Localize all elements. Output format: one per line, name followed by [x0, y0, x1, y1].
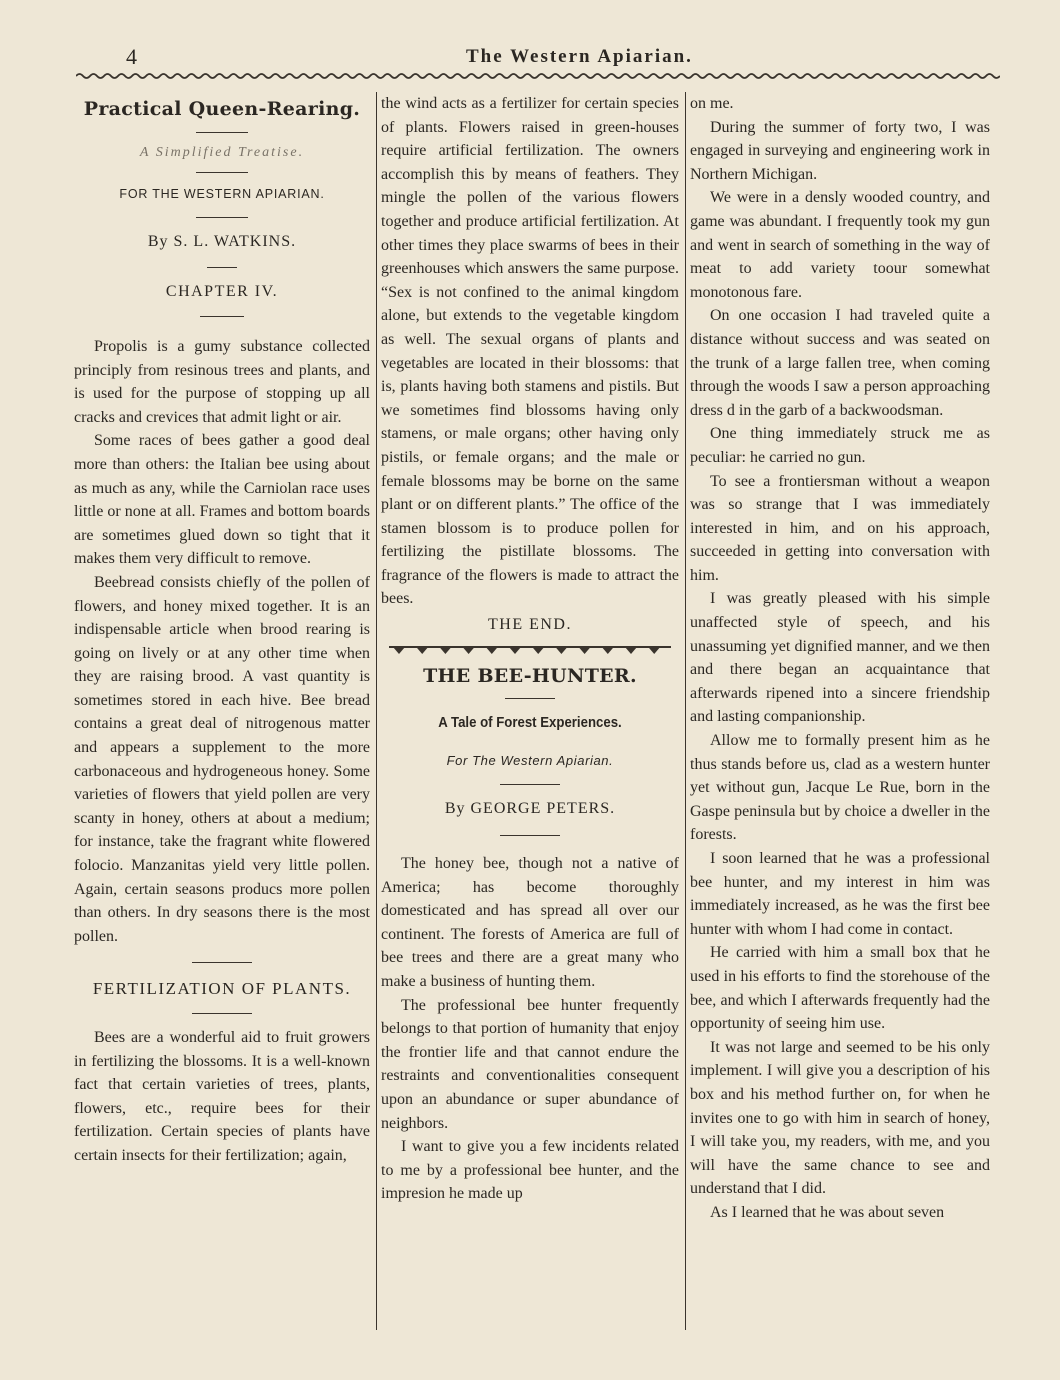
article-subtitle: A Tale of Forest Experiences.	[438, 714, 622, 732]
divider	[207, 267, 237, 268]
chapter-heading: CHAPTER IV.	[165, 283, 279, 301]
divider	[192, 1013, 252, 1014]
article-title-bee-hunter: THE BEE-HUNTER.	[423, 664, 637, 687]
publication-title: The Western Apiarian.	[466, 46, 693, 67]
paragraph-continued: the wind acts as a fertilizer for certain species of plants. Flowers raised in green-houses require artificial fertilization. The owners accomplish this by means of feathers. They mingle the pollen of the various flowers together and produce artificial fertilization. At other times they place swarms of bees in their greenhouses which answers the same purpose. “Sex is not confined to the animal kingdom alone, but extends to the vegetable kingdom as well. The sexual organs of plants and vegetables are located in their blossoms: that is, plants having both stamens and pistils. But we sometimes find blossoms having only stamens, or male organs; other having only pistils, or female organs; and the male or female blossoms may be borne on the same plant or on different plants.” The office of the stamen blossom is to produce pollen for fertilizing the pistillate blossoms. The fragrance of the flowers is made to attract the bees.	[381, 95, 679, 608]
divider	[505, 698, 555, 699]
paragraph: I soon learned that he was a professional bee hunter, and my interest in him was immediately increased, as he was the first bee hunter with whom I had come in contact.	[690, 850, 990, 938]
for-line: For The Western Apiarian.	[446, 752, 614, 768]
column-2	[381, 92, 679, 1206]
paragraph: I want to give you a few incidents related to me by a professional bee hunter, and the impresion he made up	[381, 1138, 679, 1203]
paragraph: The honey bee, though not a native of America; has become thoroughly domesticated and has spread all over our continent. The forests of America are full of bee trees and there are a great many who make a business of hunting them.	[381, 855, 679, 990]
paragraph: I was greatly pleased with his simple unaffected style of speech, and his unassuming yet dignified manner, and we then and there began an acquaintance that afterwards ripened into a sincere friendship and lasting companionship.	[690, 590, 990, 726]
paragraph: During the summer of forty two, I was engaged in surveying and engineering work in Northern Michigan.	[690, 118, 990, 183]
paragraph: Bees are a wonderful aid to fruit growers in fertilizing the blossoms. It is a well-known fact that certain varieties of trees, plants, flowers, etc., require bees for their fertilization. Certain species of plants have certain insects for their fertilization; again,	[74, 1029, 370, 1164]
the-end: THE END.	[488, 616, 572, 634]
article-subtitle: A Simplified Treatise.	[139, 144, 305, 160]
paragraph: He carried with him a small box that he used in his efforts to find the storehouse of the bee, and which I afterwards frequently had the opportunity of seeing him use.	[690, 944, 990, 1033]
paragraph: On one occasion I had traveled quite a distance without success and was seated on the trunk of a large fallen tree, when coming through the woods I saw a person approaching dress d in the garb of a backwoodsman.	[690, 307, 990, 419]
page-number: 4	[126, 44, 137, 69]
paragraph: Propolis is a gumy substance collected principly from resinous trees and plants, and is used for the purpose of stopping up all cracks and crevices that admit light or air.	[74, 337, 370, 426]
divider	[500, 784, 560, 785]
paragraph: To see a frontiersman without a weapon was so strange that I was immediately interested in him, and on his approach, succeeded in getting into conversation with him.	[690, 472, 990, 584]
paragraph-continued: on me.	[690, 95, 734, 112]
column-rule-1	[376, 92, 377, 1330]
header-wavy-rule	[76, 70, 1000, 82]
paragraph: Beebread consists chiefly of the pollen of flowers, and honey mixed together. It is an indispensable article when brood rearing is going on lively or at any other time when they are raising brood. A vast quantity is sometimes stored in each hive. Bee bread contains a great deal of nitrogenous matter and appears a supplement to the more carbonaceous and hydrogeneous honey. Some varieties of flowers that yield pollen are very scanty in honey, others at about a medium; for instance, take the fragrant white flowered folocio. Manzanitas yield very little pollen. Again, certain seasons producs more pollen than others. In dry seasons there is the most pollen.	[74, 573, 370, 945]
section-heading: FERTILIZATION OF PLANTS.	[92, 979, 352, 999]
decorative-triangle-rule	[389, 645, 671, 655]
paragraph: Some races of bees gather a good deal more than others: the Italian bee using about as much as any, while the Carniolan race uses little or none at all. Frames and bottom boards are sometimes glued down so tight that it makes them very difficult to remove.	[74, 432, 370, 568]
paragraph: We were in a densly wooded country, and game was abundant. I frequently took my gun and went in search of something in the way of meat to add variety toour somewhat monotonous fare.	[690, 189, 990, 301]
divider	[500, 835, 560, 836]
paragraph: One thing immediately struck me as peculiar: he carried no gun.	[690, 425, 990, 466]
divider	[192, 962, 252, 963]
byline: By S. L. WATKINS.	[147, 232, 297, 250]
divider	[196, 132, 248, 133]
paragraph: As I learned that he was about seven	[710, 1203, 945, 1221]
column-3	[690, 92, 990, 1225]
byline: By GEORGE PETERS.	[444, 800, 616, 818]
divider	[200, 316, 244, 317]
column-rule-2	[685, 92, 686, 1330]
paragraph: It was not large and seemed to be his only implement. I will give you a description of his box and his method further on, for when he invites one to go with him in search of honey, I will take you, my readers, with me, and you will have the same chance to see and understand that I did.	[690, 1038, 990, 1198]
paragraph: Allow me to formally present him as he thus stands before us, clad as a western hunter yet without gun, Jacque Le Rue, born in the Gaspe peninsula but by choice a dweller in the forests.	[690, 732, 990, 844]
divider	[196, 217, 248, 218]
for-line: FOR THE WESTERN APIARIAN.	[119, 187, 325, 202]
divider	[196, 172, 248, 173]
paragraph: The professional bee hunter frequently belongs to that portion of humanity that enjoy the frontier life and that cannot endure the restraints and conventionalities consequent upon an abundance or super abundance of neighbors.	[381, 996, 679, 1132]
column-1	[74, 92, 370, 1168]
article-title-queen-rearing: Practical Queen-Rearing.	[83, 98, 361, 120]
